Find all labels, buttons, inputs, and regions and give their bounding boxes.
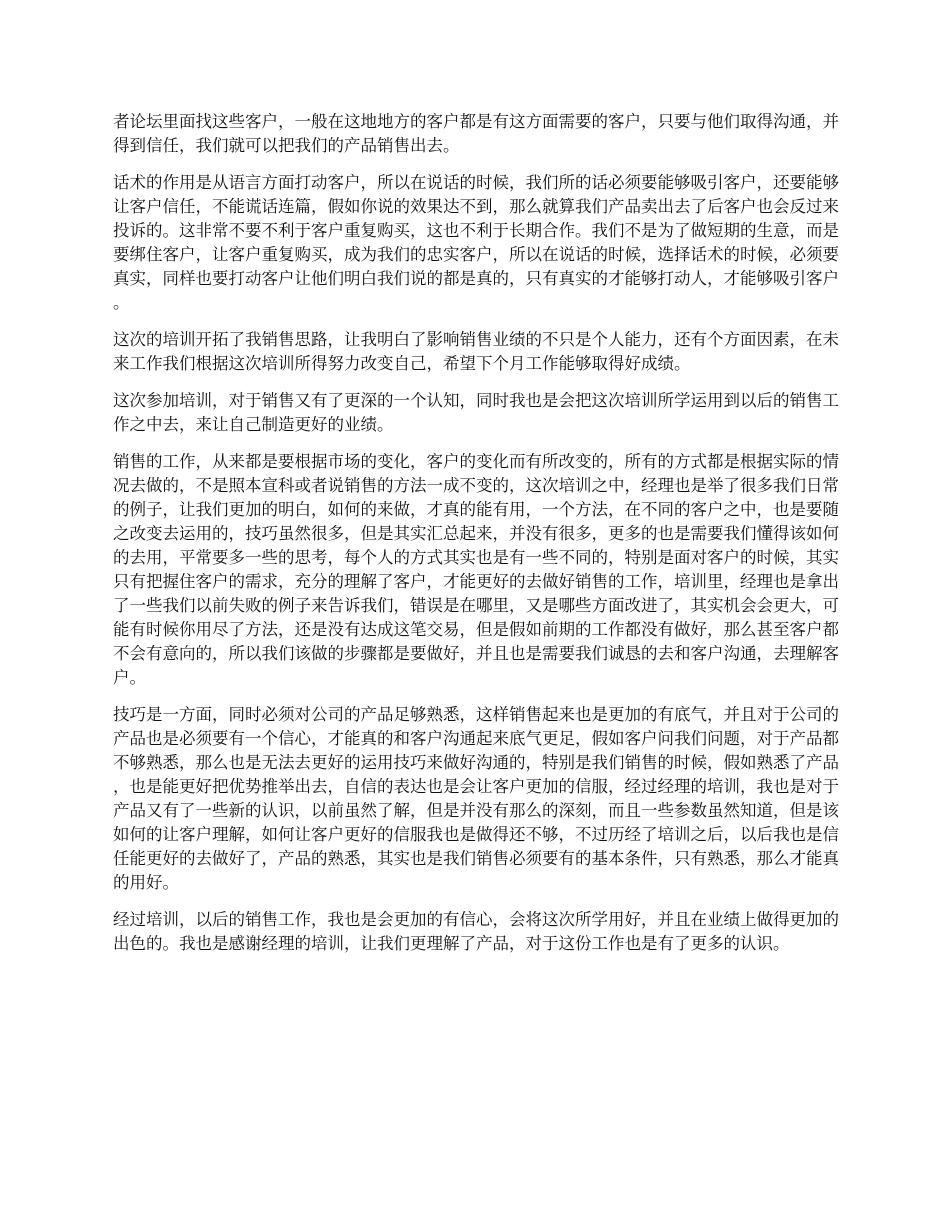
paragraph-1: 者论坛里面找这些客户，一般在这地地方的客户都是有这方面需要的客户，只要与他们取得沟通，并得到信任，我们就可以把我们的产品销售出去。 — [113, 112, 839, 155]
paragraph-5: 销售的工作，从来都是要根据市场的变化，客户的变化而有所改变的，所有的方式都是根据实际的情况去做的，不是照本宣科或者说销售的方法一成不变的，这次培训之中，经理也是举了很多我们日常的例子，让我们更加的明白，如何的来做，才真的能有用，一个方法，在不同的客户之中，也是要随之改变去运用的，技巧虽然很多，但是其实汇总起来，并没有很多，更多的也是需要我们懂得该如何的去用，平常要多一些的思考，每个人的方式其实也是有一些不同的，特别是面对客户的时候，其实只有把握住客户的需求，充分的理解了客户，才能更好的去做好销售的工作，培训里，经理也是拿出了一些我们以前失败的例子来告诉我们，错误是在哪里，又是哪些方面改进了，其实机会会更大，可能有时候你用尽了方法，还是没有达成这笔交易，但是假如前期的工作都没有做好，那么甚至客户都不会有意向的，所以我们该做的步骤都是要做好，并且也是需要我们诚恳的去和客户沟通，去理解客户。 — [113, 452, 839, 687]
paragraph-2: 话术的作用是从语言方面打动客户，所以在说话的时候，我们所的话必须要能够吸引客户，还要能够让客户信任，不能谎话连篇，假如你说的效果达不到，那么就算我们产品卖出去了后客户也会反过来投诉的。这非常不要不利于客户重复购买，这也不利于长期合作。我们不是为了做短期的生意，而是要绑住客户，让客户重复购买，成为我们的忠实客户，所以在说话的时候，选择话术的时候，必须要真实，同样也要打动客户让他们明白我们说的都是真的，只有真实的才能够打动人，才能够吸引客户。 — [113, 173, 839, 312]
paragraph-4: 这次参加培训，对于销售又有了更深的一个认知，同时我也是会把这次培训所学运用到以后的销售工作之中去，来让自己制造更好的业绩。 — [113, 391, 839, 434]
paragraph-3: 这次的培训开拓了我销售思路，让我明白了影响销售业绩的不只是个人能力，还有个方面因素，在未来工作我们根据这次培训所得努力改变自己，希望下个月工作能够取得好成绩。 — [113, 330, 839, 373]
paragraph-6: 技巧是一方面，同时必须对公司的产品足够熟悉，这样销售起来也是更加的有底气，并且对于公司的产品也是必须要有一个信心，才能真的和客户沟通起来底气更足，假如客户问我们问题，对于产品都不够熟悉，那么也是无法去更好的运用技巧来做好沟通的，特别是我们销售的时候，假如熟悉了产品，也是能更好把优势推举出去，自信的表达也是会让客户更加的信服，经过经理的培训，我也是对于产品又有了一些新的认识，以前虽然了解，但是并没有那么的深刻，而且一些参数虽然知道，但是该如何的让客户理解，如何让客户更好的信服我也是做得还不够，不过历经了培训之后，以后我也是信任能更好的去做好了，产品的熟悉，其实也是我们销售必须要有的基本条件，只有熟悉，那么才能真的用好。 — [113, 705, 839, 892]
paragraph-7: 经过培训，以后的销售工作，我也是会更加的有信心，会将这次所学用好，并且在业绩上做得更加的出色的。我也是感谢经理的培训，让我们更理解了产品，对于这份工作也是有了更多的认识。 — [113, 910, 839, 953]
document-body — [113, 110, 840, 969]
